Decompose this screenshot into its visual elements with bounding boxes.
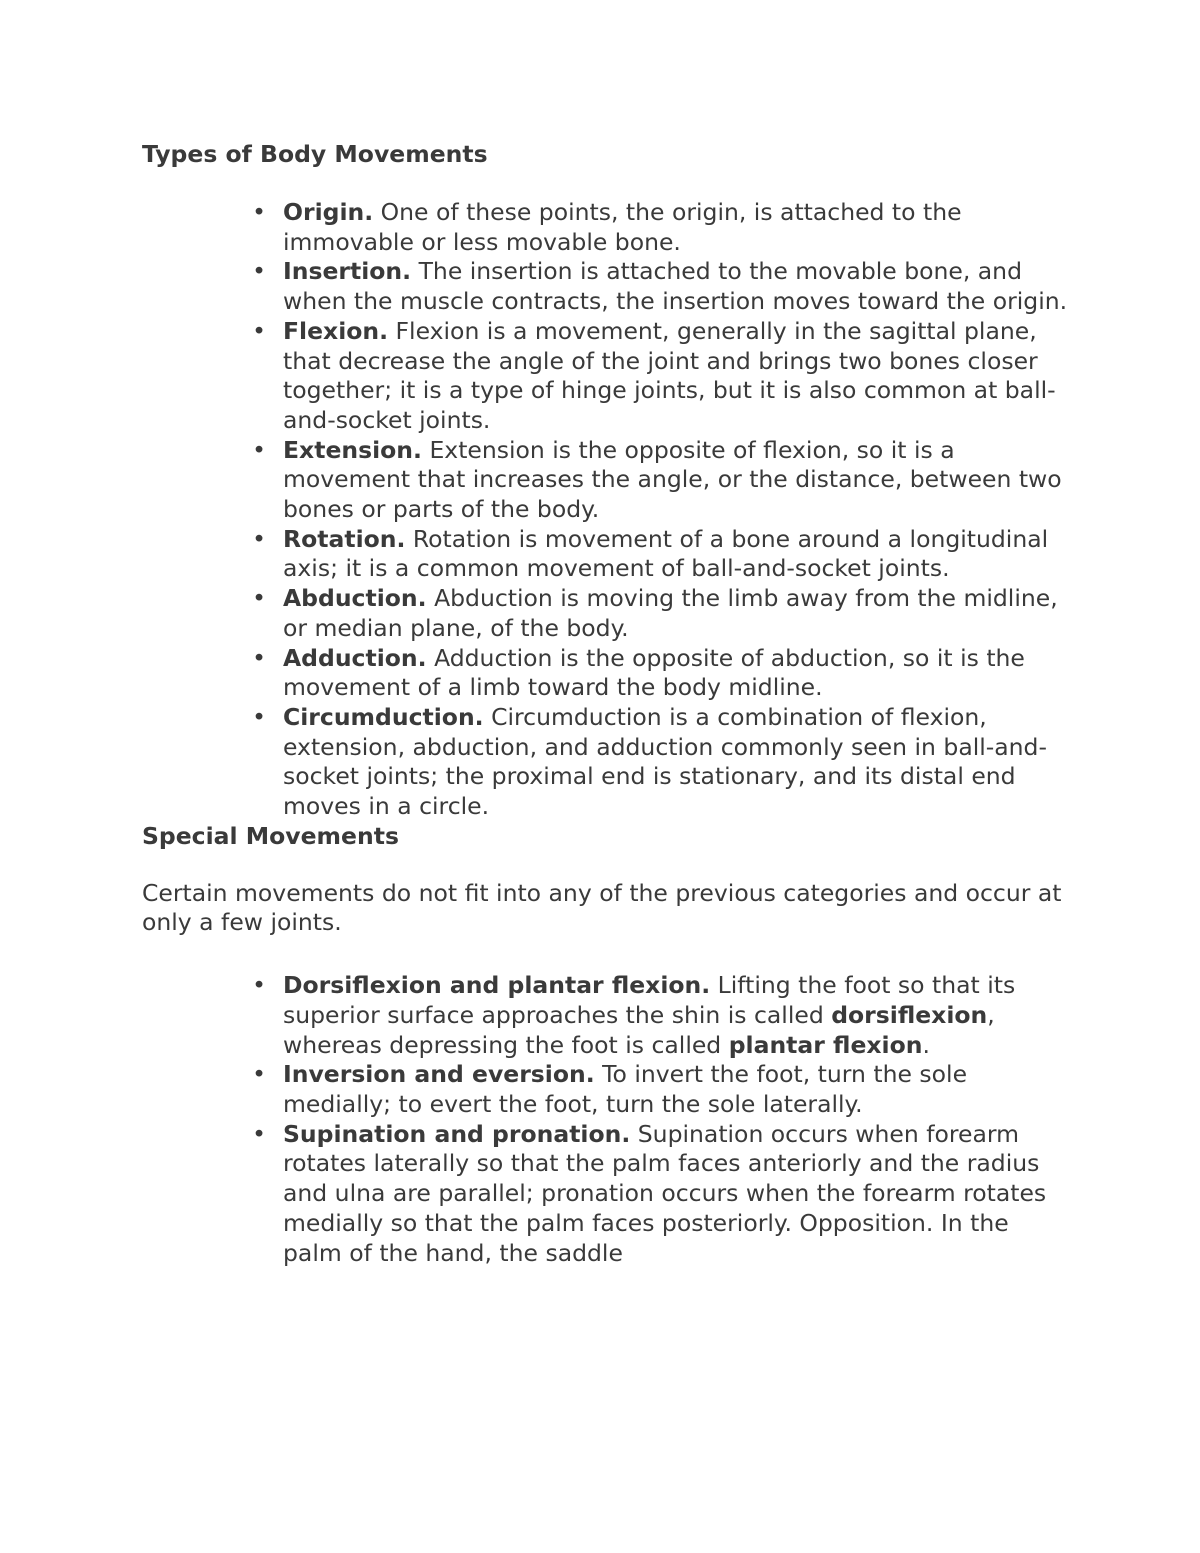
list-item-flexion (252, 316, 1068, 436)
list-item-abduction (252, 584, 1068, 643)
bullet-icon: • (252, 971, 266, 1000)
term-extension: Extension. (283, 435, 422, 464)
definition-flexion: Flexion is a movement, generally in the sagittal plane, that decrease the angle of the joint and brings two bones closer together; it is a type of hinge joints, but it is also common at ball-and-socket joints. (283, 316, 1056, 434)
bold-plantar-flexion: plantar flexion (728, 1030, 923, 1059)
document-page (142, 140, 1072, 1268)
term-abduction: Abduction. (283, 584, 427, 613)
term-rotation: Rotation. (283, 524, 406, 553)
definition-supination: Supination occurs when forearm rotates laterally so that the palm faces anteriorly and the radius and ulna are parallel; pronation occurs when the forearm rotates medially so that the palm faces posteriorly. Opposition. In the palm of the hand, the saddle (283, 1119, 1047, 1267)
bullet-icon: • (252, 435, 266, 464)
bullet-icon: • (252, 643, 266, 672)
bullet-icon: • (252, 316, 266, 345)
special-movements-intro: Certain movements do not fit into any of the previous categories and occur at only a few joints. (142, 878, 1062, 937)
definition-rotation: Rotation is movement of a bone around a longitudinal axis; it is a common movement of ball-and-socket joints. (283, 524, 1049, 583)
term-dorsiflexion: Dorsiflexion and plantar flexion. (283, 971, 711, 1000)
term-insertion: Insertion. (283, 257, 412, 286)
bullet-icon: • (252, 1119, 266, 1148)
section-heading-special: Special Movements (142, 821, 399, 850)
definition-inversion: To invert the foot, turn the sole medially; to evert the foot, turn the sole laterally. (283, 1060, 968, 1118)
definition-dorsiflexion-part2: , whereas depressing the foot is called (283, 1000, 995, 1059)
bullet-icon: • (252, 702, 266, 731)
bullet-icon: • (252, 198, 266, 226)
list-item-circumduction (252, 702, 1068, 822)
bold-dorsiflexion: dorsiflexion (831, 1000, 988, 1029)
definition-adduction: Adduction is the opposite of abduction, so it is the movement of a limb toward the body midline. (283, 643, 1025, 702)
list-item-extension (252, 435, 1068, 525)
list-item-inversion (252, 1060, 1068, 1119)
term-circumduction: Circumduction. (283, 702, 484, 731)
bullet-icon: • (252, 1060, 266, 1089)
definition-abduction: Abduction is moving the limb away from the midline, or median plane, of the body. (283, 584, 1058, 642)
bullet-icon: • (252, 257, 266, 286)
bullet-icon: • (252, 524, 266, 553)
definition-circumduction: Circumduction is a combination of flexion, extension, abduction, and adduction commonly seen in ball-and-socket joints; the proximal end is stationary, and its distal end moves in a circle. (283, 702, 1047, 821)
definition-dorsiflexion-part1: Lifting the foot so that its superior surface approaches the shin is called (283, 971, 1016, 1029)
term-inversion: Inversion and eversion. (283, 1060, 595, 1089)
section-heading-types: Types of Body Movements (142, 140, 488, 168)
list-item-origin (252, 198, 1068, 257)
body-movements-list (142, 198, 1072, 822)
definition-origin: One of these points, the origin, is attached to the immovable or less movable bone. (283, 198, 962, 256)
bullet-icon: • (252, 584, 266, 613)
term-origin: Origin. (283, 198, 374, 226)
definition-dorsiflexion-part3: . (922, 1030, 930, 1059)
special-movements-list (142, 971, 1072, 1268)
definition-extension: Extension is the opposite of flexion, so it is a movement that increases the angle, or the distance, between two bones or parts of the body. (283, 435, 1062, 524)
list-item-adduction (252, 643, 1068, 703)
list-item-rotation (252, 524, 1068, 584)
list-item-supination (252, 1119, 1068, 1269)
list-item-insertion (252, 257, 1068, 316)
definition-insertion: The insertion is attached to the movable bone, and when the muscle contracts, the insertion moves toward the origin. (283, 257, 1068, 316)
term-adduction: Adduction. (283, 643, 427, 672)
term-supination: Supination and pronation. (283, 1119, 631, 1148)
list-item-dorsiflexion (252, 971, 1068, 1060)
term-flexion: Flexion. (283, 316, 389, 345)
